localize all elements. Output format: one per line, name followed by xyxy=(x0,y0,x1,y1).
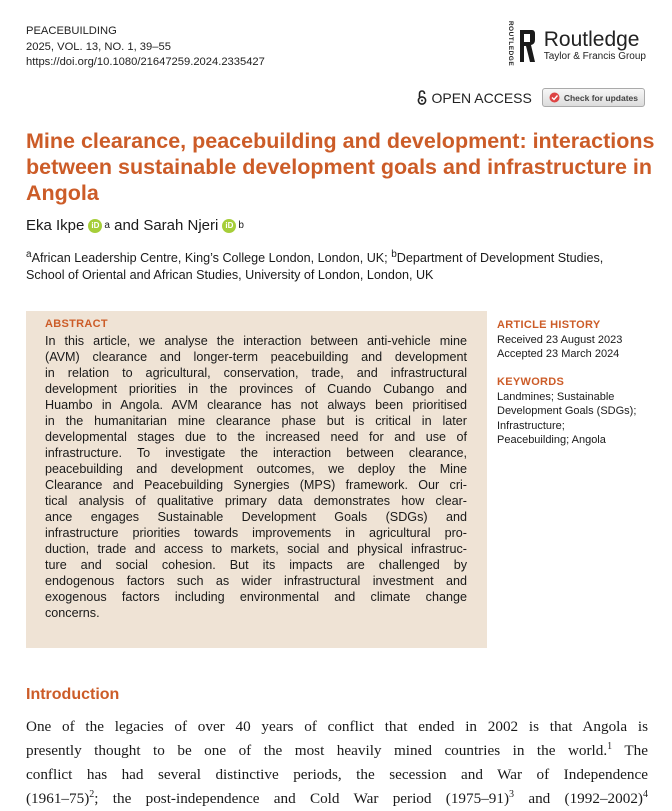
abstract-line: developmental stages due to the increased need for and use of xyxy=(45,430,467,444)
keywords-heading: KEYWORDS xyxy=(497,376,565,388)
abstract-line: (AVM) clearance and longer-term peacebuilding and development xyxy=(45,350,467,364)
abstract-line: ture and social cohesion. But its impacts are challenged by xyxy=(45,558,467,572)
abstract-line: endogenous factors such as wider infrastructural investment and xyxy=(45,574,467,588)
article-title xyxy=(26,128,656,206)
abstract-line: in relation to agricultural, conservation, trade, and infrastructural xyxy=(45,366,467,380)
abstract-line: infrastructure. To investigate the interaction between clearance, xyxy=(45,446,467,460)
abstract-line: peacebuilding and development outcomes, we deploy the Mine xyxy=(45,462,467,476)
access-row xyxy=(417,88,645,107)
authors: Eka Ikpe iD a and Sarah Njeri iD b xyxy=(26,217,244,234)
abstract-line: concerns. xyxy=(45,606,100,620)
publisher-subtitle: Taylor & Francis Group xyxy=(543,51,646,62)
abstract-line: ance engages Sustainable Development Goals (SDGs) and xyxy=(45,510,467,524)
open-lock-icon xyxy=(417,90,427,105)
orcid-icon[interactable]: iD xyxy=(222,219,236,233)
keyword-line: Landmines; Sustainable xyxy=(497,390,615,403)
article-history-heading: ARTICLE HISTORY xyxy=(497,319,601,331)
affiliations: $^a$African Leadership Centre, King’s College London, London, UK; $^b$Department of Development Studies, School of Oriental and African Studies, University of London, London, UK xyxy=(26,248,604,282)
footnote-ref[interactable]: 4 xyxy=(643,788,648,800)
check-for-updates-button[interactable]: Check for updates xyxy=(542,88,645,107)
open-access-label: OPEN ACCESS xyxy=(417,90,531,106)
publisher-name: Routledge xyxy=(543,28,640,51)
abstract-line: infrastructure priorities towards improvements in agricultural pro- xyxy=(45,526,467,540)
abstract-line: tical analysis of qualitative primary data demonstrates how clear- xyxy=(45,494,467,508)
footnote-ref[interactable]: 2 xyxy=(89,788,95,800)
abstract-line: Clearance and Peacebuilding Synergies (MPS) framework. Our cri- xyxy=(45,478,467,492)
received-date: Received 23 August 2023 xyxy=(497,333,623,346)
abstract-line: exogenous factors including environmental and climate change xyxy=(45,590,467,604)
keyword-line: Peacebuilding; Angola xyxy=(497,434,606,446)
author-name[interactable]: Eka Ikpe xyxy=(26,217,85,234)
keyword-line: Infrastructure; xyxy=(497,419,565,432)
keywords xyxy=(497,375,636,448)
title-line: Angola xyxy=(26,181,99,205)
keyword-line: Development Goals (SDGs); xyxy=(497,405,637,417)
abstract-heading: ABSTRACT xyxy=(45,318,108,330)
journal-name: PEACEBUILDING xyxy=(26,25,117,37)
body-line: presently thought to be one of the most heavily mined countries in the world.$^1$ The xyxy=(26,740,648,759)
publisher-logo xyxy=(502,20,646,67)
abstract-line: in the humanitarian mine clearance phase but is critical in later xyxy=(45,414,467,428)
title-line: between sustainable development goals and infrastructure in xyxy=(26,155,653,179)
journal-doi[interactable]: https://doi.org/10.1080/21647259.2024.2335427 xyxy=(26,56,265,68)
accepted-date: Accepted 23 March 2024 xyxy=(497,348,620,360)
abstract-line: Huambo in Angola. AVM clearance has not always been prioritised xyxy=(45,398,467,412)
body-line: One of the legacies of over 40 years of conflict that ended in 2002 is that Angola is xyxy=(26,718,648,735)
journal-citation: 2025, VOL. 13, NO. 1, 39–55 xyxy=(26,40,171,53)
author-conjunction: and xyxy=(114,217,140,234)
abstract-line: development priorities in the provinces of Cuando Cubango and xyxy=(45,382,467,396)
publisher-vertical-mark: ROUTLEDGE xyxy=(506,20,514,67)
orcid-icon[interactable]: iD xyxy=(88,219,102,233)
footnote-ref[interactable]: 1 xyxy=(607,740,613,752)
author-name[interactable]: Sarah Njeri xyxy=(143,217,219,234)
article-history xyxy=(497,318,622,362)
journal-info xyxy=(26,24,265,71)
footnote-ref[interactable]: 3 xyxy=(509,788,515,800)
update-icon xyxy=(549,92,560,103)
section-heading-introduction: Introduction xyxy=(26,686,120,703)
routledge-logo-icon xyxy=(518,28,536,64)
body-line: (1961–75)$^2$; the post-independence and Cold War period (1975–91)$^3$ and (1992–2002)$^4$ xyxy=(26,788,648,807)
title-line: Mine clearance, peacebuilding and development: interactions xyxy=(26,129,655,153)
abstract-line: duction, trade and access to markets, social and physical infrastruc- xyxy=(45,542,467,556)
body-line: conflict has had several distinctive periods, the secession and War of Independence xyxy=(26,766,648,783)
abstract-line: In this article, we analyse the interaction between anti-vehicle mine xyxy=(45,334,467,348)
